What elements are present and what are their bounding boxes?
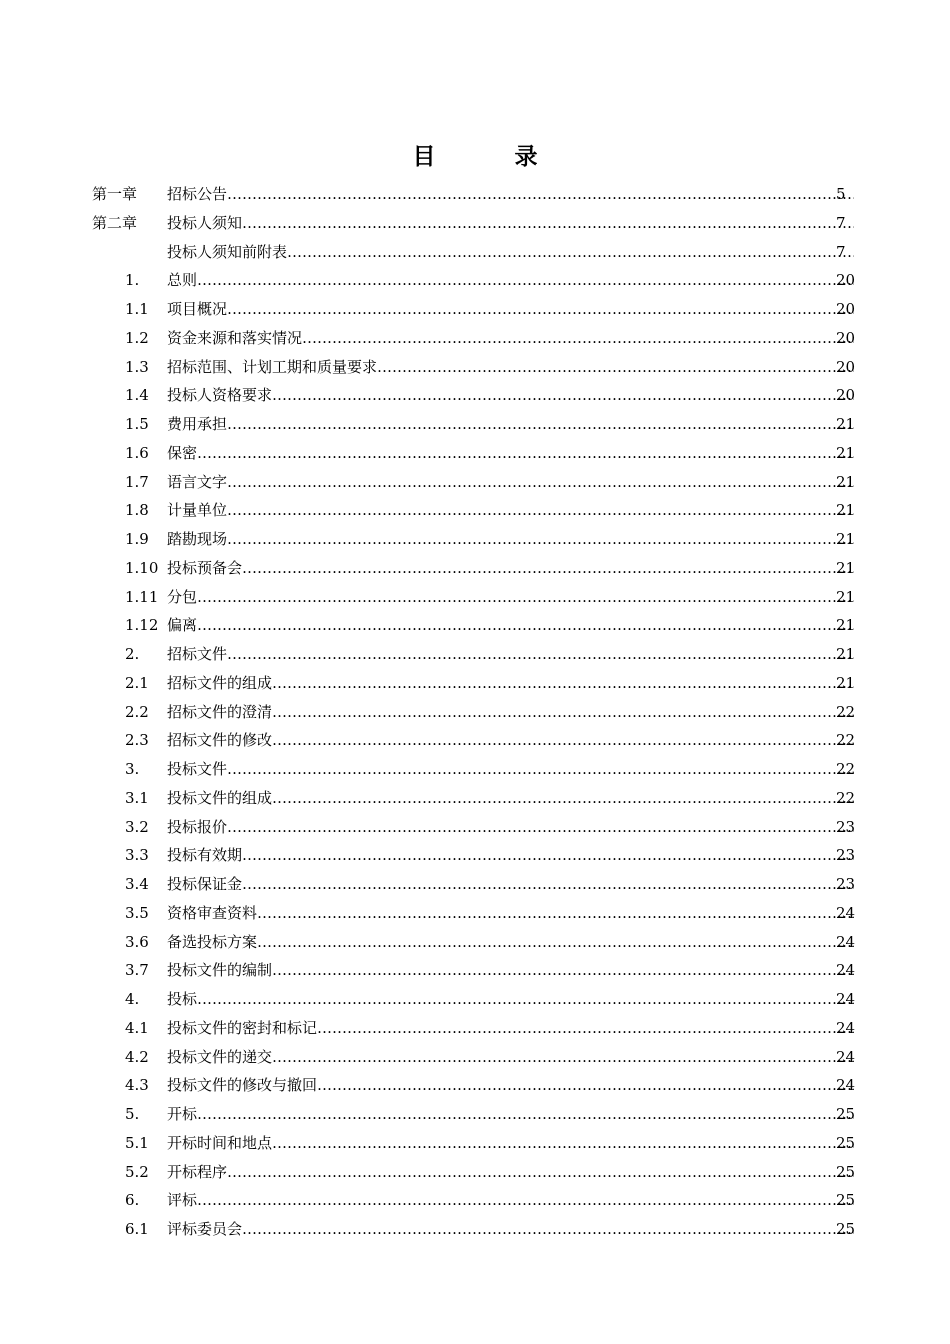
toc-number: 3.7 [125, 961, 149, 980]
toc-row[interactable] [0, 554, 950, 583]
toc-row[interactable] [0, 1100, 950, 1129]
toc-page-number: 21 [836, 501, 856, 520]
toc-entry [167, 496, 854, 525]
toc-row[interactable] [0, 1043, 950, 1072]
toc-number: 3.6 [125, 932, 149, 951]
toc-leader-dots [197, 611, 854, 640]
toc-page-number: 21 [836, 645, 856, 663]
toc-page-number: 24 [836, 1076, 856, 1095]
toc-leader-dots [227, 496, 854, 525]
toc-label: 保密 [167, 443, 198, 462]
toc-row[interactable] [0, 209, 950, 238]
toc-row[interactable] [0, 813, 950, 842]
toc-number: 3.5 [125, 903, 149, 922]
toc-leader-dots [197, 439, 854, 468]
toc-page-number: 25 [836, 1191, 856, 1210]
toc-leader-dots [242, 841, 854, 870]
toc-label: 招标文件的修改 [167, 731, 273, 750]
toc-label: 投标人须知 [167, 213, 243, 232]
toc-entry [167, 381, 854, 410]
toc-entry [167, 525, 854, 554]
toc-leader-dots [227, 180, 854, 209]
toc-label: 投标文件 [167, 760, 228, 778]
toc-label: 招标文件 [167, 645, 228, 663]
toc-leader-dots [197, 1186, 854, 1215]
toc-page-number: 21 [836, 415, 856, 433]
toc-row[interactable] [0, 496, 950, 525]
toc-label: 开标 [167, 1105, 198, 1123]
toc-label: 评标委员会 [167, 1220, 243, 1238]
toc-page-number: 21 [836, 443, 856, 462]
toc-leader-dots [227, 640, 854, 669]
toc-row[interactable] [0, 640, 950, 669]
toc-row[interactable] [0, 468, 950, 497]
toc-leader-dots [287, 238, 854, 267]
toc-entry [167, 928, 854, 957]
toc-entry [167, 1129, 854, 1158]
toc-label: 资金来源和落实情况 [167, 328, 303, 347]
toc-label: 开标时间和地点 [167, 1133, 273, 1152]
toc-number: 2.3 [125, 731, 149, 750]
toc-number: 3.3 [125, 846, 149, 865]
toc-entry [167, 238, 854, 267]
toc-label: 偏离 [167, 616, 198, 635]
toc-entry [167, 841, 854, 870]
toc-number: 1.10 [125, 558, 159, 577]
toc-row[interactable] [0, 381, 950, 410]
toc-page-number: 7 [836, 242, 846, 261]
toc-page-number: 22 [836, 788, 856, 807]
toc-entry [167, 611, 854, 640]
toc-page-number: 20 [836, 357, 856, 376]
toc-leader-dots [272, 1129, 854, 1158]
toc-entry [167, 410, 854, 439]
table-of-contents [0, 180, 950, 1244]
toc-entry [167, 1014, 854, 1043]
toc-entry [167, 324, 854, 353]
toc-entry [167, 439, 854, 468]
toc-entry [167, 1215, 854, 1244]
toc-leader-dots [227, 468, 854, 497]
toc-entry [167, 755, 854, 784]
toc-number: 4. [125, 990, 140, 1008]
toc-leader-dots [272, 381, 854, 410]
toc-entry [167, 784, 854, 813]
toc-entry [167, 1158, 854, 1187]
toc-page-number: 21 [836, 472, 856, 491]
toc-label: 踏勘现场 [167, 530, 228, 548]
toc-number: 5.2 [125, 1162, 149, 1181]
toc-row[interactable] [0, 1158, 950, 1187]
toc-label: 招标文件的组成 [167, 673, 273, 692]
toc-number: 2.2 [125, 702, 149, 721]
toc-label: 投标有效期 [167, 846, 243, 865]
toc-number: 1. [125, 271, 140, 290]
toc-label: 投标文件的编制 [167, 961, 273, 980]
toc-row[interactable] [0, 698, 950, 727]
toc-leader-dots [197, 985, 854, 1014]
toc-page-number: 5 [836, 185, 846, 203]
toc-row[interactable] [0, 1014, 950, 1043]
toc-label: 招标文件的澄清 [167, 702, 273, 721]
toc-entry [167, 468, 854, 497]
toc-leader-dots [242, 870, 854, 899]
toc-leader-dots [272, 698, 854, 727]
toc-row[interactable] [0, 928, 950, 957]
toc-number: 3.2 [125, 817, 149, 836]
toc-page-number: 20 [836, 386, 856, 405]
toc-page-number: 22 [836, 731, 856, 750]
toc-leader-dots [257, 899, 854, 928]
toc-row[interactable] [0, 985, 950, 1014]
toc-label: 投标人资格要求 [167, 386, 273, 405]
toc-label: 总则 [167, 271, 198, 290]
toc-label: 投标文件的密封和标记 [167, 1018, 318, 1037]
toc-entry [167, 726, 854, 755]
toc-row[interactable] [0, 870, 950, 899]
toc-number: 4.1 [125, 1018, 149, 1037]
toc-number: 1.12 [125, 616, 159, 635]
toc-leader-dots [272, 726, 854, 755]
toc-page-number: 21 [836, 673, 856, 692]
toc-label: 投标 [167, 990, 198, 1008]
toc-leader-dots [317, 1071, 854, 1100]
toc-page-number: 24 [836, 961, 856, 980]
toc-entry [167, 698, 854, 727]
toc-page-number: 20 [836, 328, 856, 347]
toc-page-number: 24 [836, 1047, 856, 1066]
toc-label: 投标报价 [167, 817, 228, 836]
toc-page-number: 7 [836, 213, 846, 232]
toc-entry [167, 353, 854, 382]
toc-row[interactable] [0, 1215, 950, 1244]
toc-row[interactable] [0, 841, 950, 870]
toc-page-number: 20 [836, 300, 856, 318]
toc-label: 资格审查资料 [167, 903, 258, 922]
toc-label: 语言文字 [167, 472, 228, 491]
toc-number: 5. [125, 1105, 140, 1123]
toc-number: 第一章 [92, 185, 138, 203]
toc-entry [167, 583, 854, 612]
toc-row[interactable] [0, 295, 950, 324]
toc-row[interactable] [0, 439, 950, 468]
toc-page-number: 21 [836, 530, 856, 548]
toc-entry [167, 640, 854, 669]
toc-label: 招标范围、计划工期和质量要求 [167, 357, 378, 376]
toc-entry [167, 956, 854, 985]
toc-row[interactable] [0, 525, 950, 554]
toc-leader-dots [197, 1100, 854, 1129]
toc-leader-dots [302, 324, 854, 353]
toc-leader-dots [257, 928, 854, 957]
toc-entry [167, 985, 854, 1014]
toc-leader-dots [227, 813, 854, 842]
toc-row[interactable] [0, 583, 950, 612]
toc-entry [167, 1071, 854, 1100]
toc-row[interactable] [0, 755, 950, 784]
toc-row[interactable] [0, 1129, 950, 1158]
toc-number: 第二章 [92, 213, 138, 232]
toc-entry [167, 554, 854, 583]
toc-leader-dots [377, 353, 854, 382]
toc-page-number: 23 [836, 817, 856, 836]
toc-entry [167, 295, 854, 324]
toc-row[interactable] [0, 1186, 950, 1215]
toc-label: 评标 [167, 1191, 198, 1210]
toc-entry [167, 1043, 854, 1072]
toc-leader-dots [227, 755, 854, 784]
toc-entry [167, 266, 854, 295]
toc-page-number: 22 [836, 760, 856, 778]
toc-row[interactable] [0, 784, 950, 813]
toc-page-number: 21 [836, 616, 856, 635]
toc-leader-dots [227, 410, 854, 439]
toc-number: 4.3 [125, 1076, 149, 1095]
toc-label: 投标保证金 [167, 875, 243, 893]
toc-number: 3. [125, 760, 140, 778]
toc-leader-dots [197, 266, 854, 295]
toc-label: 投标文件的修改与撤回 [167, 1076, 318, 1095]
toc-number: 1.6 [125, 443, 149, 462]
toc-leader-dots [227, 525, 854, 554]
toc-row[interactable] [0, 669, 950, 698]
toc-page-number: 24 [836, 990, 856, 1008]
toc-leader-dots [197, 583, 854, 612]
toc-number: 1.4 [125, 386, 149, 405]
toc-entry [167, 1100, 854, 1129]
toc-page-number: 20 [836, 271, 856, 290]
toc-row[interactable] [0, 266, 950, 295]
toc-entry [167, 813, 854, 842]
toc-number: 5.1 [125, 1133, 149, 1152]
toc-leader-dots [272, 784, 854, 813]
toc-row[interactable] [0, 410, 950, 439]
toc-leader-dots [242, 554, 854, 583]
toc-page-number: 25 [836, 1105, 856, 1123]
toc-number: 2. [125, 645, 140, 663]
toc-label: 备选投标方案 [167, 932, 258, 951]
toc-row[interactable] [0, 353, 950, 382]
toc-entry [167, 899, 854, 928]
toc-page-number: 24 [836, 1018, 856, 1037]
toc-row[interactable] [0, 238, 950, 267]
toc-label: 投标文件的组成 [167, 788, 273, 807]
toc-entry [167, 209, 854, 238]
toc-page-number: 21 [836, 587, 856, 606]
toc-number: 6.1 [125, 1220, 149, 1238]
toc-label: 投标预备会 [167, 558, 243, 577]
toc-number: 6. [125, 1191, 140, 1210]
toc-number: 1.8 [125, 501, 149, 520]
toc-page-number: 25 [836, 1220, 856, 1238]
page-title: 目 录 [412, 143, 566, 170]
toc-leader-dots [242, 209, 854, 238]
toc-row[interactable] [0, 956, 950, 985]
toc-label: 计量单位 [167, 501, 228, 520]
toc-leader-dots [242, 1215, 854, 1244]
toc-entry [167, 669, 854, 698]
toc-number: 3.4 [125, 875, 149, 893]
toc-leader-dots [272, 956, 854, 985]
toc-leader-dots [272, 1043, 854, 1072]
toc-leader-dots [227, 1158, 854, 1187]
toc-number: 3.1 [125, 788, 149, 807]
toc-number: 2.1 [125, 673, 149, 692]
toc-row[interactable] [0, 180, 950, 209]
toc-number: 1.5 [125, 415, 149, 433]
toc-entry [167, 180, 854, 209]
toc-row[interactable] [0, 726, 950, 755]
toc-page-number: 21 [836, 558, 856, 577]
toc-entry [167, 1186, 854, 1215]
toc-number: 4.2 [125, 1047, 149, 1066]
toc-page-number: 22 [836, 702, 856, 721]
toc-page-number: 25 [836, 1133, 856, 1152]
toc-label: 费用承担 [167, 415, 228, 433]
toc-page-number: 24 [836, 932, 856, 951]
toc-page-number: 23 [836, 875, 856, 893]
toc-number: 1.11 [125, 587, 159, 606]
toc-page-number: 24 [836, 903, 856, 922]
toc-page-number: 25 [836, 1162, 856, 1181]
toc-number: 1.9 [125, 530, 149, 548]
toc-leader-dots [317, 1014, 854, 1043]
toc-row[interactable] [0, 324, 950, 353]
toc-number: 1.7 [125, 472, 149, 491]
toc-leader-dots [272, 669, 854, 698]
toc-row[interactable] [0, 899, 950, 928]
toc-label: 开标程序 [167, 1162, 228, 1181]
toc-label: 分包 [167, 587, 198, 606]
toc-label: 投标人须知前附表 [167, 242, 288, 261]
toc-label: 投标文件的递交 [167, 1047, 273, 1066]
toc-label: 招标公告 [167, 185, 228, 203]
toc-leader-dots [227, 295, 854, 324]
toc-entry [167, 870, 854, 899]
toc-row[interactable] [0, 1071, 950, 1100]
toc-page-number: 23 [836, 846, 856, 865]
toc-row[interactable] [0, 611, 950, 640]
toc-number: 1.3 [125, 357, 149, 376]
toc-number: 1.1 [125, 300, 149, 318]
toc-label: 项目概况 [167, 300, 228, 318]
toc-number: 1.2 [125, 328, 149, 347]
